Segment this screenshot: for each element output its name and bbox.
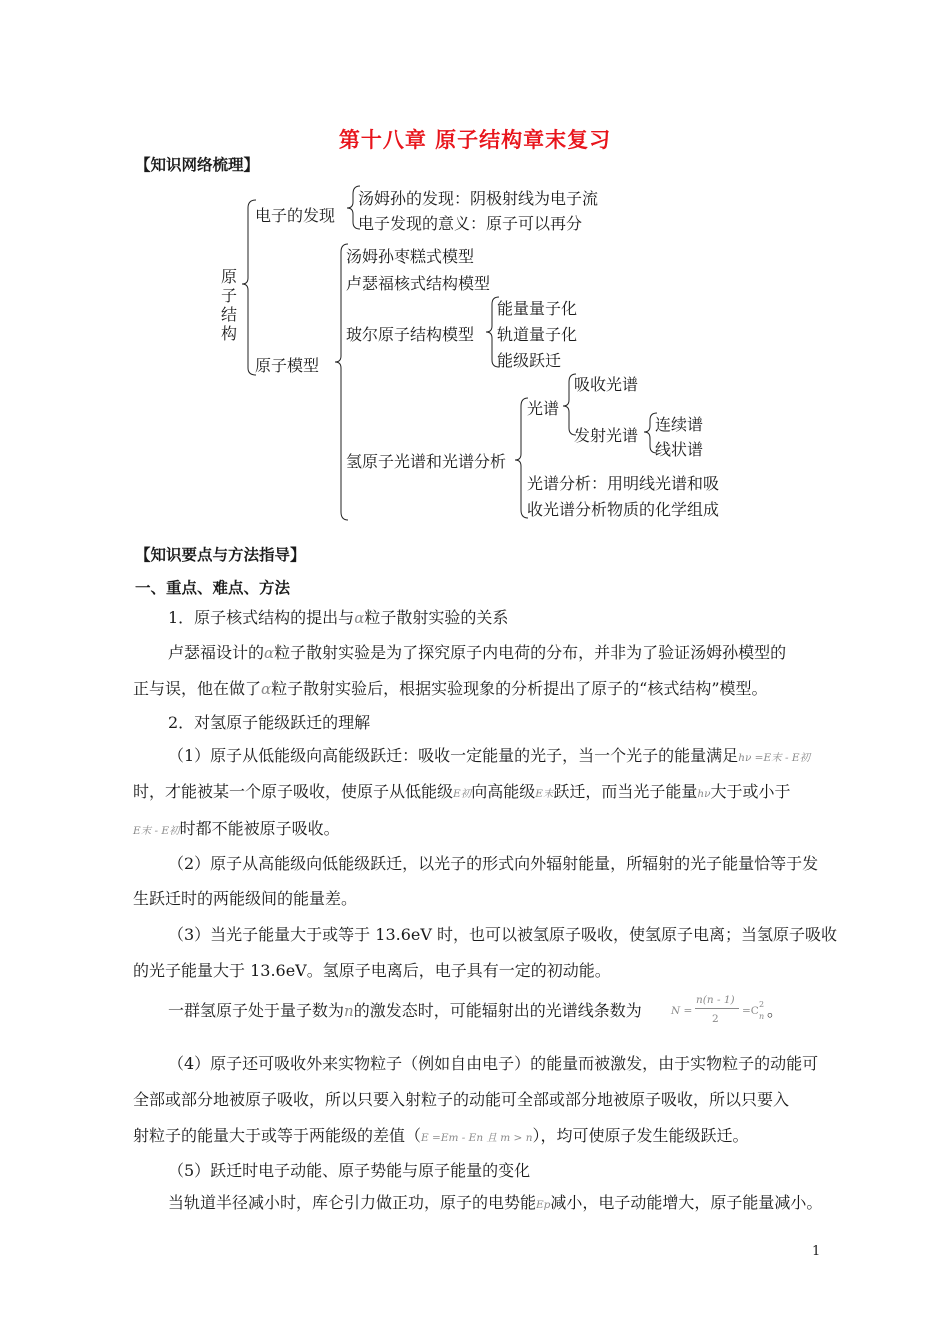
tree-leaf-rutherford-model: 卢瑟福核式结构模型 bbox=[346, 274, 491, 293]
paragraph-5-spectral-lines: 一群氢原子处于量子数为n的激发态时，可能辐射出的光谱线条数为 bbox=[168, 1001, 642, 1020]
tree-leaf-line-spectrum: 线状谱 bbox=[655, 440, 704, 459]
paragraph-4-line1: （3）当光子能量大于或等于 13.6eV 时，也可以被氢原子吸收，使氢原子电离；当氢原子吸收 bbox=[168, 925, 838, 944]
heading-item-1: 1．原子核式结构的提出与α粒子散射实验的关系 bbox=[168, 608, 509, 627]
tree-leaf-level-transition: 能级跃迁 bbox=[497, 351, 562, 370]
tree-leaf-spectral-analysis-line1: 光谱分析：用明线光谱和吸 bbox=[527, 474, 720, 493]
section-heading-knowledge-network: 【知识网络梳理】 bbox=[135, 156, 260, 174]
tree-leaf-orbit-quantization: 轨道量子化 bbox=[497, 325, 578, 344]
section-heading-focus: 一、重点、难点、方法 bbox=[135, 579, 291, 597]
section-heading-key-points: 【知识要点与方法指导】 bbox=[135, 546, 306, 564]
tree-leaf-continuous-spectrum: 连续谱 bbox=[655, 415, 704, 434]
paragraph-3-line2: 生跃迁时的两能级间的能量差。 bbox=[133, 889, 358, 908]
paragraph-2-line1: （1）原子从低能级向高能级跃迁：吸收一定能量的光子，当一个光子的能量满足hν =E末 - E初 bbox=[168, 746, 811, 765]
tree-node-hydrogen-spectrum: 氢原子光谱和光谱分析 bbox=[346, 452, 507, 471]
tree-node-electron-discovery: 电子的发现 bbox=[255, 206, 336, 225]
paragraph-3-line1: （2）原子从高能级向低能级跃迁，以光子的形式向外辐射能量，所辐射的光子能量恰等于发 bbox=[168, 854, 819, 873]
paragraph-2-line2: 时，才能被某一个原子吸收，使原子从低能级E初向高能级E末跃迁，而当光子能量hν大于或小于 bbox=[133, 782, 791, 801]
paragraph-6-line3: 射粒子的能量大于或等于两能级的差值（E =Em - En 且 m > n），均可使原子发生能级跃迁。 bbox=[133, 1126, 749, 1145]
paragraph-7: 当轨道半径减小时，库仑引力做正功，原子的电势能Ep减小，电子动能增大，原子能量减小。 bbox=[168, 1193, 823, 1212]
tree-node-spectrum: 光谱 bbox=[527, 399, 560, 418]
tree-leaf-absorption-spectrum: 吸收光谱 bbox=[574, 375, 639, 394]
tree-leaf-energy-quantization: 能量量子化 bbox=[497, 299, 578, 318]
page-number: 1 bbox=[812, 1244, 821, 1259]
paragraph-1-line2: 正与误，他在做了α粒子散射实验后，根据实验现象的分析提出了原子的“核式结构”模型。 bbox=[133, 679, 768, 698]
tree-node-bohr-model: 玻尔原子结构模型 bbox=[346, 325, 475, 344]
fraction-bar bbox=[695, 1008, 739, 1009]
tree-leaf-discovery-significance: 电子发现的意义：原子可以再分 bbox=[358, 214, 583, 233]
tree-leaf-thomson-discovery: 汤姆孙的发现：阴极射线为电子流 bbox=[358, 189, 599, 208]
paragraph-6-line1: （4）原子还可吸收外来实物粒子（例如自由电子）的能量而被激发，由于实物粒子的动能可 bbox=[168, 1054, 819, 1073]
tree-node-emission-spectrum: 发射光谱 bbox=[574, 426, 639, 445]
tree-leaf-spectral-analysis-line2: 收光谱分析物质的化学组成 bbox=[527, 500, 720, 519]
tree-leaf-plum-pudding-model: 汤姆孙枣糕式模型 bbox=[346, 247, 475, 266]
heading-item-2: 2．对氢原子能级跃迁的理解 bbox=[168, 713, 371, 732]
tree-node-atom-model: 原子模型 bbox=[255, 356, 320, 375]
paragraph-6-line2: 全部或部分地被原子吸收，所以只要入射粒子的动能可全部或部分地被原子吸收，所以只要入 bbox=[133, 1090, 790, 1109]
page-title: 第十八章 原子结构章末复习 bbox=[338, 128, 612, 152]
paragraph-4-line2: 的光子能量大于 13.6eV。氢原子电离后，电子具有一定的初动能。 bbox=[133, 961, 611, 980]
paragraph-2-line3: E末 - E初时都不能被原子吸收。 bbox=[133, 819, 340, 838]
heading-item-5: （5）跃迁时电子动能、原子势能与原子能量的变化 bbox=[168, 1161, 531, 1180]
paragraph-1-line1: 卢瑟福设计的α粒子散射实验是为了探究原子内电荷的分布，并非为了验证汤姆孙模型的 bbox=[168, 643, 787, 662]
tree-root-label: 原子结构 bbox=[221, 267, 238, 343]
